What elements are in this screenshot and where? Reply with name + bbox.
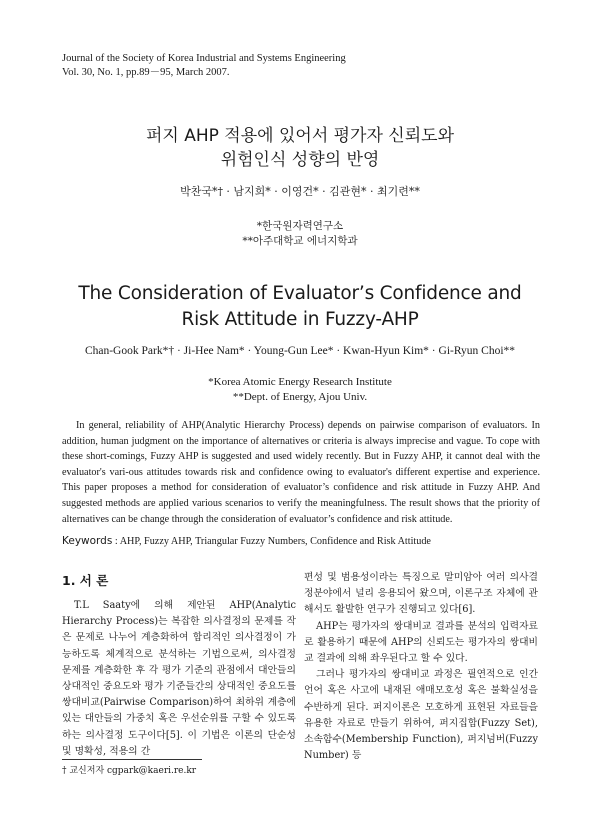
journal-name: Journal of the Society of Korea Industrial and Systems Engineering xyxy=(62,53,346,64)
journal-header xyxy=(62,52,346,80)
footnote-corresponding-author: † 교신저자 cgpark@kaeri.re.kr xyxy=(62,766,197,776)
korean-authors: 박찬국*† · 남지희* · 이영건* · 김관현* · 최기련** xyxy=(180,185,420,198)
keywords-text: : AHP, Fuzzy AHP, Triangular Fuzzy Numbers, Confidence and Risk Attitude xyxy=(112,536,431,547)
body-right-column xyxy=(304,570,538,764)
korean-title xyxy=(0,124,600,172)
english-authors: Chan-Gook Park*† · Ji-Hee Nam* · Young-Gun Lee* · Kwan-Hyun Kim* · Gi-Ryun Choi** xyxy=(84,345,516,357)
keywords-label: Keywords xyxy=(62,535,113,547)
english-title-line1: The Consideration of Evaluator’s Confidence and xyxy=(78,283,522,304)
korean-title-line1: 퍼지 AHP 적용에 있어서 평가자 신뢰도와 xyxy=(145,126,454,146)
keywords xyxy=(62,535,540,547)
body-paragraph: 그러나 평가자의 쌍대비교 과정은 필연적으로 인간 언어 혹은 사고에 내재된 애매모호성 혹은 불확실성을 수반하게 된다. 퍼지이론은 모호하게 표현된 자료들을 유용한 자료로 만들기 위하여, 퍼지집합(Fuzzy Set), 소속함수(Membership Function), 퍼지넘버(Fuzzy Number) 등 xyxy=(304,669,538,762)
korean-affiliations xyxy=(0,219,600,249)
english-title-line2: Risk Attitude in Fuzzy-AHP xyxy=(181,309,419,330)
section-heading-introduction: 1. 서 론 xyxy=(62,573,109,588)
korean-affiliation-2: **아주대학교 에너지학과 xyxy=(242,235,358,247)
journal-volume: Vol. 30, No. 1, pp.89－95, March 2007. xyxy=(62,67,230,78)
body-paragraph: 편성 및 범용성이라는 특징으로 말미암아 여러 의사결정분야에서 널리 응용되어 왔으며, 이론구조 자체에 관해서도 활발한 연구가 진행되고 있다[6]. xyxy=(304,572,538,616)
body-paragraph: AHP는 평가자의 쌍대비교 결과를 분석의 입력자료로 활용하기 때문에 AHP의 신뢰도는 평가자의 쌍대비교 결과에 의해 좌우된다고 할 수 있다. xyxy=(304,620,538,665)
korean-affiliation-1: *한국원자력연구소 xyxy=(256,220,344,232)
footnote-divider xyxy=(62,759,202,760)
english-affiliations xyxy=(0,375,600,405)
body-left-column: T.L Saaty에 의해 제안된 AHP(Analytic Hierarchy Process)는 복잡한 의사결정의 문제를 작은 문제로 나누어 계층화하여 합리적인 의사결정이 가능하도록 체계적으로 분석하는 기법으로써, 의사결정 문제를 계층화한 후 각 평가 기준의 관점에서 대안들의 상대적인 중요도와 평가 기준들간의 상대적인 중요도를 쌍대비교(Pairwise Comparison)하여 최하위 계층에 있는 대안들의 가중치 혹은 우선순위를 구할 수 있도록 하는 의사결정 도구이다[5]. 이 기법은 이론의 단순성 및 명확성, 적용의 간 xyxy=(62,600,296,757)
english-title xyxy=(0,281,600,333)
korean-title-line2: 위험인식 성향의 반영 xyxy=(220,150,380,170)
english-affiliation-2: **Dept. of Energy, Ajou Univ. xyxy=(232,391,368,403)
abstract: In general, reliability of AHP(Analytic Hierarchy Process) depends on pairwise comparison of evaluators. In addition, human judgment on the importance of alternatives or criteria is always imprecise and vague. To cope with these short-comings, Fuzzy AHP is suggested and used widely recently. But in Fuzzy AHP, it cannot deal with the evaluator's vari-ous attitudes towards risk and confidence owing to evaluator's different expertise and experience. This paper proposes a method for consideration of evaluator’s confidence and risk attitude in Fuzzy AHP. And suggested methods are applied various scenarios to verify the meaningfulness. The result shows that the priority of alternatives can be change through the consideration of evaluator’s confidence and risk attitude. xyxy=(62,420,540,525)
english-affiliation-1: *Korea Atomic Energy Research Institute xyxy=(208,376,392,388)
